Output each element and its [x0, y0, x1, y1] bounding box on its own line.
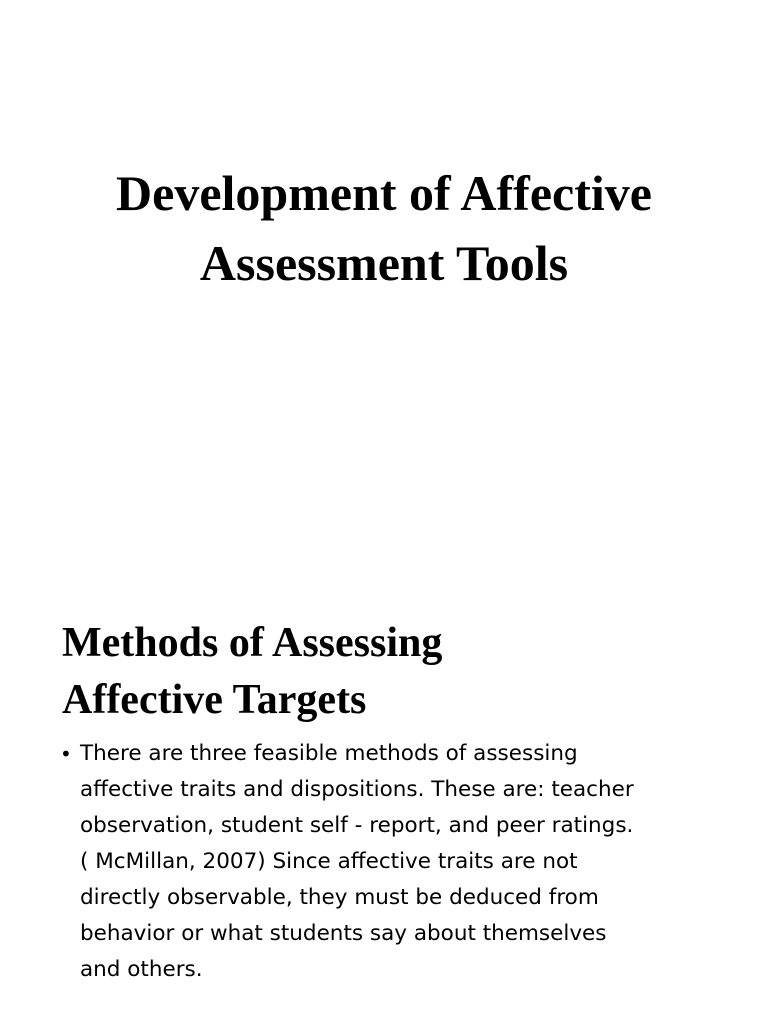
bullet-item [58, 736, 728, 988]
bullet-line-7: and others. [80, 957, 203, 982]
bullet-line-4: ( McMillan, 2007) Since affective traits are not [80, 849, 578, 874]
bullet-line-3: observation, student self - report, and peer ratings. [80, 813, 634, 838]
bullet-line-2: affective traits and dispositions. These are: teacher [80, 777, 634, 802]
bullet-line-5: directly observable, they must be deduced from [80, 885, 599, 910]
slide-2-title-line-1: Methods of Assessing [62, 620, 443, 666]
slide-1-title-line-1: Development of Affective [116, 165, 652, 221]
bullet-dot-icon: • [60, 742, 72, 766]
slide-1-title-line-2: Assessment Tools [199, 235, 569, 291]
slide-2 [0, 576, 768, 1024]
slide-1-title [24, 158, 744, 298]
slide-2-title-line-2: Affective Targets [62, 677, 367, 723]
bullet-line-1: There are three feasible methods of assessing [80, 741, 578, 766]
slide-2-title [62, 615, 442, 729]
bullet-line-6: behavior or what students say about themselves [80, 921, 607, 946]
bullet-list [58, 736, 728, 988]
